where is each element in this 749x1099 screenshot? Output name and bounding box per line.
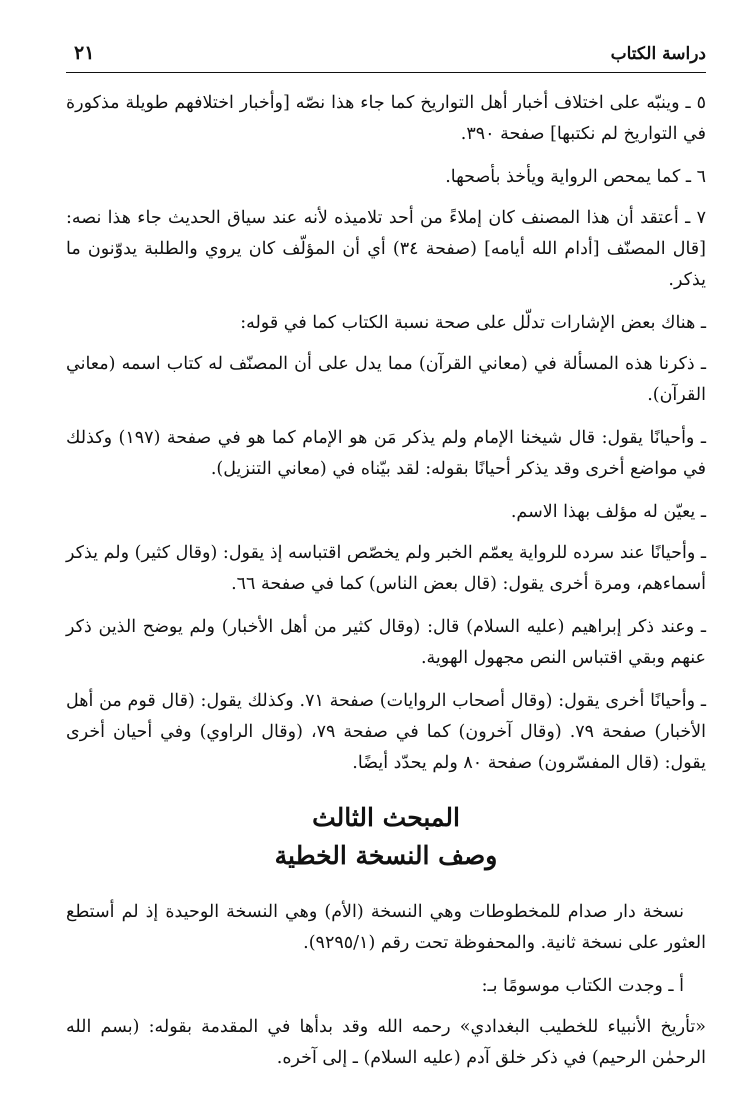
paragraph-ibrahim: ـ وعند ذكر إبراهيم (عليه السلام) قال: (وقال كثير من أهل الأخبار) ولم يوضح الذين ذكر عنهم وبقي اقتباس النص مجهول الهوية.	[66, 617, 706, 668]
page-number: ٢١	[74, 42, 95, 64]
paragraph-book-title-intro: أ ـ وجدت الكتاب موسومًا بـ:	[481, 976, 684, 996]
section-subtitle: وصف النسخة الخطية	[274, 841, 498, 870]
paragraph-point-6: ٦ ـ كما يمحص الرواية ويأخذ بأصحها.	[445, 167, 706, 187]
section-title: المبحث الثالث	[312, 803, 460, 832]
paragraph-maani-alquran: ـ ذكرنا هذه المسألة في (معاني القرآن) مما يدل على أن المصنّف له كتاب اسمه (معاني القرآن).	[66, 354, 706, 405]
paragraph-attribution-intro: ـ هناك بعض الإشارات تدلّل على صحة نسبة الكتاب كما في قوله:	[240, 313, 706, 333]
paragraph-manuscript-copy: نسخة دار صدام للمخطوطات وهي النسخة (الأم) وهي النسخة الوحيدة إذ لم أستطع العثور على نسخة ثانية. والمحفوظة تحت رقم (٩٢٩٥/١).	[66, 902, 706, 953]
page-content	[66, 88, 706, 1074]
paragraph-other-sources: ـ وأحيانًا أخرى يقول: (وقال أصحاب الروايات) صفحة ٧١. وكذلك يقول: (قال قوم من أهل الأخبار) صفحة ٧٩. (وقال آخرون) كما في صفحة ٧٩، (وقال الراوي) وفي أحيان أخرى يقول: (قال المفسّرون) صفحة ٨٠ ولم يحدّد أيضًا.	[66, 691, 707, 773]
paragraph-book-title: «تأريخ الأنبياء للخطيب البغدادي» رحمه الله وقد بدأها في المقدمة بقوله: (بسم الله الرحمٰن الرحيم) في ذكر خلق آدم (عليه السلام) ـ إلى آخره.	[66, 1017, 706, 1068]
running-title: دراسة الكتاب	[610, 44, 706, 64]
book-page	[66, 40, 706, 1086]
paragraph-point-5: ٥ ـ وينبّه على اختلاف أخبار أهل التواريخ كما جاء هذا نصّه [وأخبار اختلافهم طويلة مذكورة في التواريخ لم نكتبها] صفحة ٣٩٠.	[66, 93, 706, 144]
header-rule	[66, 72, 706, 73]
page-header	[66, 40, 706, 76]
paragraph-author-named: ـ يعيّن له مؤلف بهذا الاسم.	[510, 502, 706, 522]
paragraph-generalized-narration: ـ وأحيانًا عند سرده للرواية يعمّم الخبر ولم يخصّص اقتباسه إذ يقول: (وقال كثير) ولم يذكر أسماءهم، ومرة أخرى يقول: (قال بعض الناس) كما في صفحة ٦٦.	[66, 543, 706, 594]
paragraph-sheikh-imam: ـ وأحيانًا يقول: قال شيخنا الإمام ولم يذكر مَن هو الإمام كما هو في صفحة (١٩٧) وكذلك في مواضع أخرى وقد يذكر أحيانًا بقوله: لقد بيّناه في (معاني التنزيل).	[66, 428, 706, 479]
paragraph-point-7: ٧ ـ أعتقد أن هذا المصنف كان إملاءً من أحد تلاميذه لأنه عند سياق الحديث جاء هذا نصه: [قال المصنّف [أدام الله أيامه] (صفحة ٣٤) أي أن المؤلّف كان يروي والطلبة يدوّنون ما يذكر.	[66, 208, 706, 290]
